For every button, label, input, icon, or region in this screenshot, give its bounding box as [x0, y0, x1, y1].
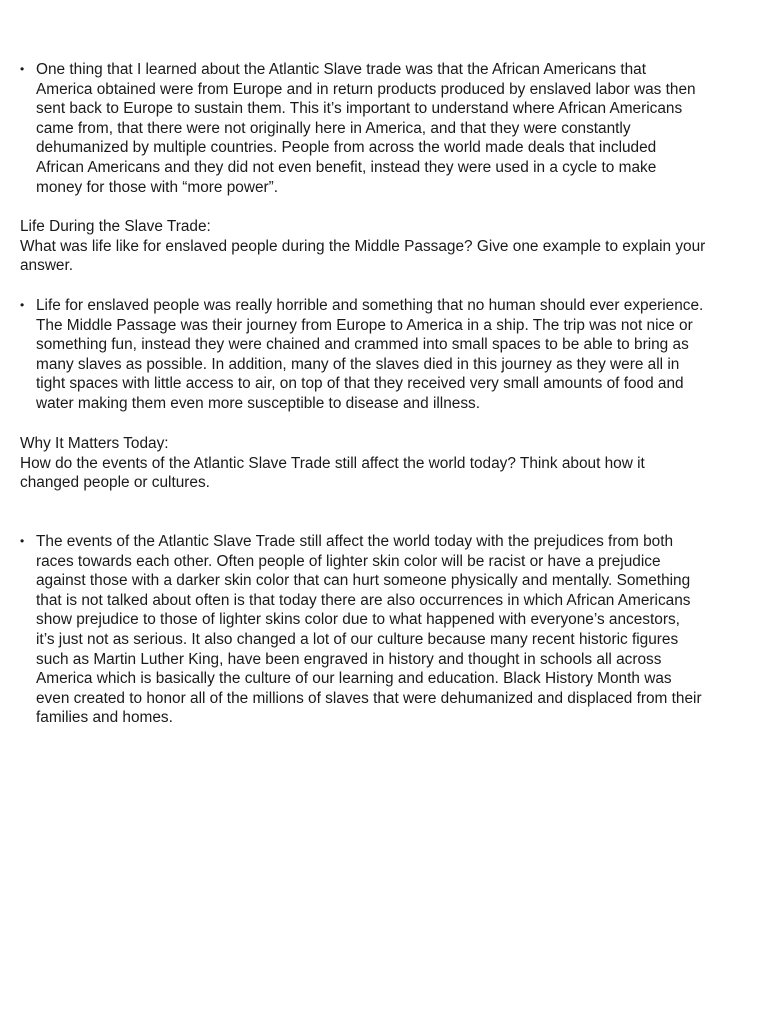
text-line: America which is basically the culture of our learning and education. Black History Month was	[36, 670, 672, 688]
text-line: came from, that there were not originally here in America, and that they were constantly	[36, 119, 631, 137]
question-line: What was life like for enslaved people during the Middle Passage? Give one example to explain your	[20, 237, 706, 255]
text-line: sent back to Europe to sustain them. This it’s important to understand where African Americans	[36, 100, 683, 118]
bullet-answer-atlantic-trade	[20, 60, 755, 197]
section-life-during-slave-trade	[20, 217, 760, 276]
text-line: Life for enslaved people was really horrible and something that no human should ever experience.	[36, 297, 704, 314]
text-line: tight spaces with little access to air, on top of that they received very small amounts of food and	[36, 375, 684, 393]
text-line: races towards each other. Often people of lighter skin color will be racist or have a prejudice	[36, 552, 661, 570]
bullet-marker: •	[20, 62, 25, 76]
text-line: America obtained were from Europe and in return products produced by enslaved labor was then	[36, 80, 696, 98]
text-line: money for those with “more power”.	[36, 178, 279, 196]
text-line: something fun, instead they were chained and crammed into small spaces to be able to bring as	[36, 336, 689, 354]
text-line: many slaves as possible. In addition, many of the slaves died in this journey as they were all in	[36, 355, 680, 373]
bullet-answer-text	[36, 532, 754, 728]
section-heading: Life During the Slave Trade:	[20, 218, 211, 235]
text-line: families and homes.	[36, 709, 173, 727]
question-line: changed people or cultures.	[20, 474, 210, 492]
section-why-it-matters	[20, 434, 760, 493]
bullet-answer-impact-today	[20, 532, 755, 728]
text-line: The events of the Atlantic Slave Trade still affect the world today with the prejudices from both	[36, 533, 674, 550]
text-line: that is not talked about often is that today there are also occurrences in which African Americans	[36, 591, 691, 609]
bullet-answer-text	[36, 296, 754, 414]
question-line: How do the events of the Atlantic Slave Trade still affect the world today? Think about how it	[20, 454, 645, 472]
text-line: it’s just not as serious. It also changed a lot of our culture because many recent historic figures	[36, 630, 679, 648]
text-line: One thing that I learned about the Atlantic Slave trade was that the African Americans that	[36, 61, 647, 78]
text-line: such as Martin Luther King, have been engraved in history and thought in schools all across	[36, 650, 662, 668]
section-heading: Why It Matters Today:	[20, 435, 169, 452]
text-line: water making them even more susceptible to disease and illness.	[36, 394, 480, 412]
text-line: The Middle Passage was their journey from Europe to America in a ship. The trip was not nice or	[36, 316, 693, 334]
bullet-marker: •	[20, 534, 25, 548]
question-line: answer.	[20, 257, 74, 275]
text-line: show prejudice to those of lighter skins color due to what happened with everyone’s ancestors,	[36, 611, 680, 629]
bullet-answer-middle-passage	[20, 296, 755, 414]
text-line: even created to honor all of the millions of slaves that were dehumanized and displaced from their	[36, 689, 702, 707]
bullet-answer-text	[36, 60, 754, 197]
text-line: African Americans and they did not even benefit, instead they were used in a cycle to make	[36, 158, 657, 176]
text-line: dehumanized by multiple countries. People from across the world made deals that included	[36, 139, 657, 157]
text-line: against those with a darker skin color that can hurt someone physically and mentally. Something	[36, 572, 691, 590]
bullet-marker: •	[20, 298, 25, 312]
